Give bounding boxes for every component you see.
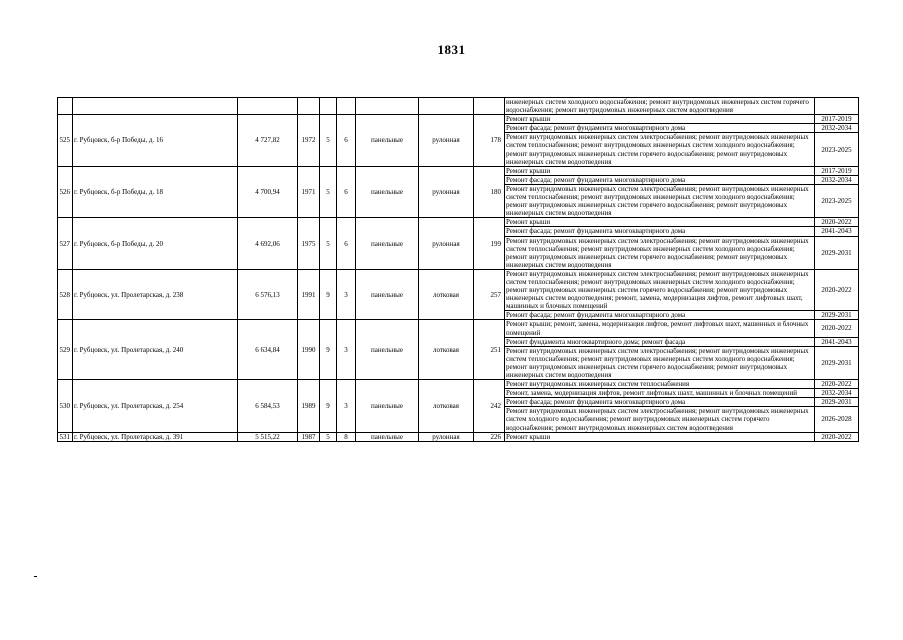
work-description: Ремонт крыши [506, 115, 551, 124]
work-period: 2032-2034 [815, 124, 859, 133]
house-roof-type: рулонная [419, 166, 474, 218]
work-description-cell [505, 346, 815, 379]
work-description-cell [505, 218, 815, 227]
work-description: Ремонт внутридомовых инженерных систем электроснабжения; ремонт внутридомовых инженерных систем холодного водоснабжения; ремонт внутридомовых инженерных систем горячего водоснабжения; ремонт внутридомовых инженерных систем водоотведения [506, 407, 809, 432]
house-wall-material: панельные [356, 320, 419, 380]
house-area: 6 584,53 [238, 380, 298, 433]
work-description: Ремонт крыши; ремонт, замена, модернизация лифтов, ремонт лифтовых шахт, машинных и блочных помещений [506, 320, 809, 337]
house-roof-type: рулонная [419, 218, 474, 270]
empty-cell [419, 98, 474, 115]
work-description: Ремонт внутридомовых инженерных систем электроснабжения; ремонт внутридомовых инженерных систем теплоснабжения; ремонт внутридомовых инженерных систем холодного водоснабжения; ремонт внутридомовых инженерных систем горячего водоснабжения; ремонт внутридомовых инженерных систем водоотведения [506, 184, 809, 218]
work-period: 2029-2031 [815, 346, 859, 379]
work-period: 2023-2025 [815, 184, 859, 217]
table-row [58, 320, 859, 337]
work-period: 2041-2043 [815, 337, 859, 346]
work-description-cell [505, 389, 815, 398]
house-address: г. Рубцовск, ул. Пролетарская, д. 254 [73, 380, 238, 433]
house-entrances: 6 [337, 115, 356, 167]
work-description-cell [505, 133, 815, 166]
work-period: 2017-2019 [815, 166, 859, 175]
work-period: 2017-2019 [815, 115, 859, 124]
house-residents: 242 [474, 380, 505, 433]
house-area: 4 727,82 [238, 115, 298, 167]
work-period: 2020-2022 [815, 269, 859, 310]
house-address: г. Рубцовск, ул. Пролетарская, д. 240 [73, 320, 238, 380]
house-address: г. Рубцовск, б-р Победы, д. 16 [73, 115, 238, 167]
work-period: 2020-2022 [815, 432, 859, 441]
work-description: Ремонт внутридомовых инженерных систем электроснабжения; ремонт внутридомовых инженерных систем теплоснабжения; ремонт внутридомовых инженерных систем холодного водоснабжения; ремонт внутридомовых инженерных систем горячего водоснабжения; ремонт внутридомовых инженерных систем водоотведения [506, 346, 809, 379]
house-entrances: 8 [337, 432, 356, 441]
scan-mark [34, 576, 37, 577]
house-wall-material: панельные [356, 115, 419, 167]
registry-body [58, 98, 859, 442]
house-wall-material: панельные [356, 218, 419, 270]
house-year: 1975 [298, 218, 320, 270]
table-row-continued [58, 98, 859, 115]
house-roof-type: рулонная [419, 115, 474, 167]
work-period: 2020-2022 [815, 320, 859, 337]
work-period: 2026-2028 [815, 407, 859, 432]
empty-cell [356, 98, 419, 115]
house-floors: 9 [320, 380, 337, 433]
empty-cell [58, 98, 73, 115]
empty-cell [238, 98, 298, 115]
table-row [58, 380, 859, 389]
work-description-cell [505, 380, 815, 389]
work-description: Ремонт фасада; ремонт фундамента многоквартирного дома [506, 124, 686, 133]
work-description: Ремонт внутридомовых инженерных систем электроснабжения; ремонт внутридомовых инженерных систем теплоснабжения; ремонт внутридомовых инженерных систем холодного водоснабжения; ремонт внутридомовых инженерных систем горячего водоснабжения; ремонт внутридомовых инженерных систем водоотведения [506, 236, 809, 269]
house-entrances: 6 [337, 166, 356, 218]
house-year: 1987 [298, 432, 320, 441]
work-description-cell [505, 98, 815, 115]
house-area: 6 576,13 [238, 269, 298, 320]
house-number: 525 [58, 115, 73, 167]
house-floors: 9 [320, 269, 337, 320]
work-period: 2023-2025 [815, 133, 859, 166]
table-row [58, 218, 859, 227]
work-description-cell [505, 269, 815, 310]
house-residents: 178 [474, 115, 505, 167]
work-description: Ремонт фасада; ремонт фундамента многоквартирного дома [506, 175, 686, 184]
house-year: 1991 [298, 269, 320, 320]
house-entrances: 3 [337, 380, 356, 433]
work-description: инженерных систем холодного водоснабжения; ремонт внутридомовых инженерных систем горячего водоснабжения; ремонт внутридомовых инженерных систем водоотведения [506, 98, 809, 115]
house-entrances: 6 [337, 218, 356, 270]
house-area: 4 700,94 [238, 166, 298, 218]
work-description: Ремонт фасада; ремонт фундамента многоквартирного дома [506, 311, 686, 320]
house-floors: 9 [320, 320, 337, 380]
work-description: Ремонт крыши [506, 432, 551, 441]
house-roof-type: лотковая [419, 320, 474, 380]
work-description: Ремонт внутридомовых инженерных систем электроснабжения; ремонт внутридомовых инженерных систем теплоснабжения; ремонт внутридомовых инженерных систем холодного водоснабжения; ремонт внутридомовых инженерных систем горячего водоснабжения; ремонт внутридомовых инженерных систем водоотведения; ремонт, замена, модернизация лифтов, ремонт лифтовых шахт, машинных и блочных помещений [506, 269, 809, 311]
work-description: Ремонт фасада; ремонт фундамента многоквартирного дома [506, 227, 686, 236]
work-description-cell [505, 311, 815, 320]
house-year: 1990 [298, 320, 320, 380]
house-wall-material: панельные [356, 432, 419, 441]
work-period: 2032-2034 [815, 175, 859, 184]
empty-cell [73, 98, 238, 115]
house-number: 527 [58, 218, 73, 270]
house-wall-material: панельные [356, 166, 419, 218]
house-residents: 180 [474, 166, 505, 218]
house-year: 1989 [298, 380, 320, 433]
work-period: 2032-2034 [815, 389, 859, 398]
house-number: 529 [58, 320, 73, 380]
house-address: г. Рубцовск, ул. Пролетарская, д. 391 [73, 432, 238, 441]
table-row [58, 115, 859, 124]
work-period: 2029-2031 [815, 398, 859, 407]
work-description-cell [505, 175, 815, 184]
empty-cell [474, 98, 505, 115]
work-period: 2029-2031 [815, 236, 859, 269]
house-roof-type: рулонная [419, 432, 474, 441]
work-period [815, 98, 859, 115]
empty-cell [337, 98, 356, 115]
work-description: Ремонт крыши [506, 166, 551, 175]
house-residents: 257 [474, 269, 505, 320]
work-description: Ремонт крыши [506, 218, 551, 227]
work-period: 2020-2022 [815, 218, 859, 227]
work-description-cell [505, 398, 815, 407]
house-number: 531 [58, 432, 73, 441]
work-description-cell [505, 227, 815, 236]
house-floors: 5 [320, 432, 337, 441]
house-residents: 226 [474, 432, 505, 441]
table-row [58, 269, 859, 310]
work-description: Ремонт, замена, модернизация лифтов, ремонт лифтовых шахт, машинных и блочных помещений [506, 389, 797, 398]
house-roof-type: лотковая [419, 380, 474, 433]
house-roof-type: лотковая [419, 269, 474, 320]
house-number: 528 [58, 269, 73, 320]
house-wall-material: панельные [356, 269, 419, 320]
work-description-cell [505, 407, 815, 432]
house-address: г. Рубцовск, б-р Победы, д. 20 [73, 218, 238, 270]
table-row [58, 166, 859, 175]
work-period: 2029-2031 [815, 311, 859, 320]
house-floors: 5 [320, 218, 337, 270]
house-area: 5 515,22 [238, 432, 298, 441]
house-number: 526 [58, 166, 73, 218]
work-description-cell [505, 124, 815, 133]
page-number: 1831 [437, 42, 466, 57]
house-address: г. Рубцовск, б-р Победы, д. 18 [73, 166, 238, 218]
house-entrances: 3 [337, 269, 356, 320]
house-wall-material: панельные [356, 380, 419, 433]
work-description: Ремонт фасада; ремонт фундамента многоквартирного дома [506, 398, 686, 407]
work-description-cell [505, 236, 815, 269]
house-area: 6 634,84 [238, 320, 298, 380]
work-description-cell [505, 166, 815, 175]
work-period: 2020-2022 [815, 380, 859, 389]
house-floors: 5 [320, 166, 337, 218]
house-number: 530 [58, 380, 73, 433]
house-residents: 199 [474, 218, 505, 270]
work-description: Ремонт фундамента многоквартирного дома; ремонт фасада [506, 337, 686, 346]
table-row [58, 432, 859, 441]
work-period: 2041-2043 [815, 227, 859, 236]
work-description-cell [505, 320, 815, 337]
house-residents: 251 [474, 320, 505, 380]
house-year: 1971 [298, 166, 320, 218]
work-description-cell [505, 184, 815, 217]
work-description: Ремонт внутридомовых инженерных систем теплоснабжения [506, 380, 690, 389]
work-description: Ремонт внутридомовых инженерных систем электроснабжения; ремонт внутридомовых инженерных систем теплоснабжения; ремонт внутридомовых инженерных систем холодного водоснабжения; ремонт внутридомовых инженерных систем горячего водоснабжения; ремонт внутридомовых инженерных систем водоотведения [506, 133, 809, 166]
empty-cell [298, 98, 320, 115]
housing-registry-table [57, 97, 859, 442]
empty-cell [320, 98, 337, 115]
house-address: г. Рубцовск, ул. Пролетарская, д. 238 [73, 269, 238, 320]
house-area: 4 692,06 [238, 218, 298, 270]
work-description-cell [505, 337, 815, 346]
house-entrances: 3 [337, 320, 356, 380]
work-description-cell [505, 115, 815, 124]
house-year: 1972 [298, 115, 320, 167]
work-description-cell [505, 432, 815, 441]
house-floors: 5 [320, 115, 337, 167]
